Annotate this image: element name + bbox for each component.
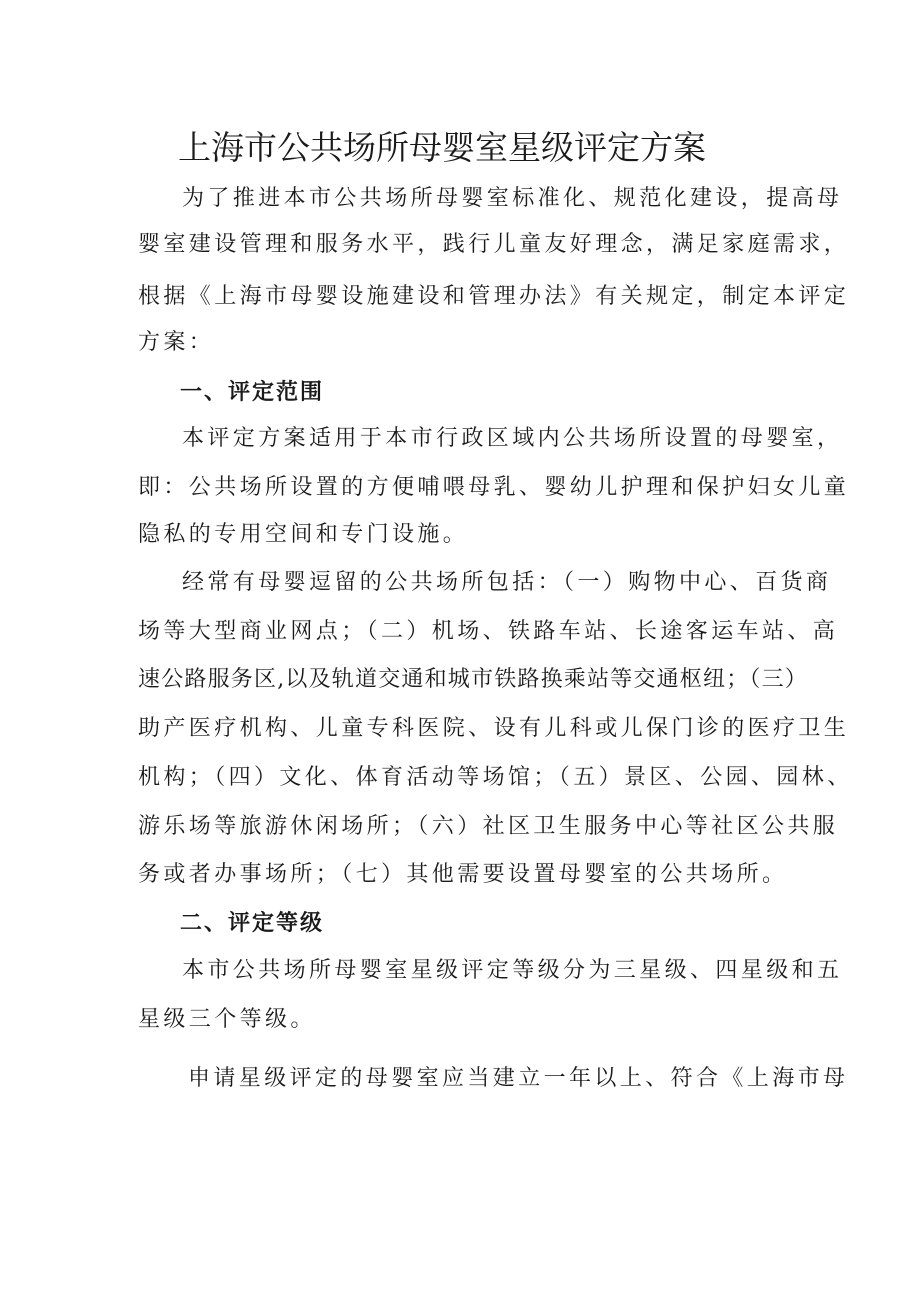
document-title: 上海市公共场所母婴室星级评定方案 (178, 128, 706, 167)
paragraph-line: 星级三个等级。 (138, 1007, 316, 1032)
paragraph-line: 本市公共场所母婴室星级评定等级分为三星级、四星级和五 (182, 958, 843, 983)
paragraph-line: 隐私的专用空间和专门设施。 (138, 522, 469, 547)
paragraph-line: 机构；（四）文化、体育活动等场馆；（五）景区、公园、园林、 (138, 765, 853, 790)
intro-line: 婴室建设管理和服务水平，践行儿童友好理念，满足家庭需求， (138, 232, 850, 257)
paragraph-line: 场等大型商业网点；（二）机场、铁路车站、长途客运车站、高 (138, 619, 839, 644)
section-heading-levels: 二、评定等级 (180, 910, 325, 936)
paragraph-line: 游乐场等旅游休闲场所；（六）社区卫生服务中心等社区公共服 (138, 814, 839, 839)
paragraph-line: 申请星级评定的母婴室应当建立一年以上、符合《上海市母 (188, 1066, 849, 1091)
paragraph-line: 本评定方案适用于本市行政区域内公共场所设置的母婴室， (182, 426, 843, 451)
paragraph-line: 务或者办事场所；（七）其他需要设置母婴室的公共场所。 (138, 862, 788, 887)
intro-line: 根据《上海市母婴设施建设和管理办法》有关规定，制定本评定 (138, 284, 850, 309)
intro-line: 方案： (138, 330, 215, 355)
paragraph-line: 助产医疗机构、儿童专科医院、设有儿科或儿保门诊的医疗卫生 (138, 716, 850, 741)
paragraph-line: 速公路服务区,以及轨道交通和城市铁路换乘站等交通枢纽；（三） (138, 667, 808, 692)
section-heading-scope: 一、评定范围 (180, 379, 325, 405)
paragraph-line: 即：公共场所设置的方便哺喂母乳、婴幼儿护理和保护妇女儿童 (138, 475, 850, 500)
intro-line: 为了推进本市公共场所母婴室标准化、规范化建设，提高母 (182, 186, 843, 211)
paragraph-line: 经常有母婴逗留的公共场所包括：（一）购物中心、百货商 (182, 570, 832, 595)
